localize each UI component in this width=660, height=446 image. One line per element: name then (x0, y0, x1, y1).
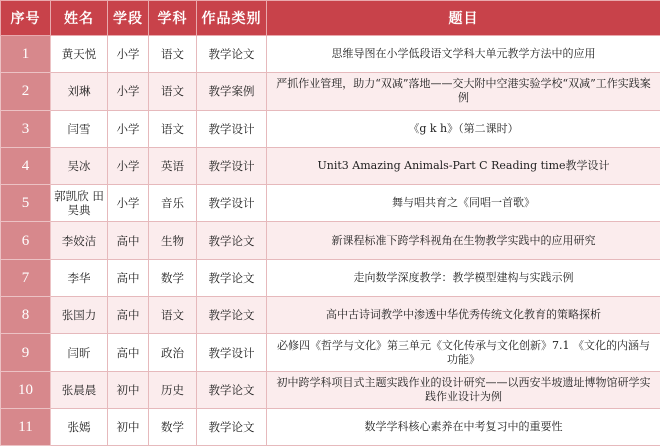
work-title: 思维导图在小学低段语文学科大单元教学方法中的应用 (267, 36, 660, 73)
table-row (1, 408, 660, 445)
school-stage: 高中 (108, 259, 149, 296)
work-title: 走向数学深度教学：教学模型建构与实践示例 (267, 259, 660, 296)
row-number: 8 (1, 297, 51, 334)
row-number: 4 (1, 147, 51, 184)
subject: 政治 (149, 334, 197, 371)
school-stage: 初中 (108, 408, 149, 445)
subject: 音乐 (149, 185, 197, 222)
header-subject: 学科 (149, 1, 197, 36)
subject: 语文 (149, 73, 197, 110)
school-stage: 小学 (108, 73, 149, 110)
table-row (1, 110, 660, 147)
work-category: 教学设计 (197, 110, 267, 147)
author-name: 闫昕 (51, 334, 108, 371)
work-category: 教学设计 (197, 147, 267, 184)
row-number: 10 (1, 371, 51, 408)
work-category: 教学设计 (197, 334, 267, 371)
school-stage: 高中 (108, 222, 149, 259)
subject: 英语 (149, 147, 197, 184)
author-name: 李华 (51, 259, 108, 296)
table-row (1, 147, 660, 184)
table-row (1, 73, 660, 110)
work-category: 教学论文 (197, 371, 267, 408)
row-number: 6 (1, 222, 51, 259)
row-number: 7 (1, 259, 51, 296)
row-number: 9 (1, 334, 51, 371)
school-stage: 高中 (108, 334, 149, 371)
table-row (1, 259, 660, 296)
work-title: 新课程标准下跨学科视角在生物教学实践中的应用研究 (267, 222, 660, 259)
author-name: 李姣洁 (51, 222, 108, 259)
subject: 语文 (149, 36, 197, 73)
work-category: 教学论文 (197, 222, 267, 259)
work-category: 教学论文 (197, 408, 267, 445)
table-row (1, 297, 660, 334)
work-category: 教学案例 (197, 73, 267, 110)
header-num: 序号 (1, 1, 51, 36)
work-title: 严抓作业管理，助力“双减”落地——交大附中空港实验学校“双减”工作实践案例 (267, 73, 660, 110)
work-title: Unit3 Amazing Animals-Part C Reading time教学设计 (267, 147, 660, 184)
row-number: 1 (1, 36, 51, 73)
subject: 语文 (149, 110, 197, 147)
work-category: 教学论文 (197, 36, 267, 73)
header-row (1, 1, 660, 36)
row-number: 11 (1, 408, 51, 445)
header-title: 题目 (267, 1, 660, 36)
header-name: 姓名 (51, 1, 108, 36)
header-stage: 学段 (108, 1, 149, 36)
school-stage: 小学 (108, 185, 149, 222)
author-name: 刘琳 (51, 73, 108, 110)
table-row (1, 371, 660, 408)
school-stage: 小学 (108, 110, 149, 147)
work-category: 教学论文 (197, 259, 267, 296)
work-title: 《g k h》（第二课时） (267, 110, 660, 147)
table-row (1, 222, 660, 259)
row-number: 2 (1, 73, 51, 110)
work-title: 必修四《哲学与文化》第三单元《文化传承与文化创新》7.1 《文化的内涵与功能》 (267, 334, 660, 371)
author-name: 郭凯欣 田昊典 (51, 185, 108, 222)
subject: 历史 (149, 371, 197, 408)
subject: 数学 (149, 408, 197, 445)
work-title: 初中跨学科项目式主题实践作业的设计研究——以西安半坡遗址博物馆研学实践作业设计为例 (267, 371, 660, 408)
subject: 语文 (149, 297, 197, 334)
school-stage: 小学 (108, 36, 149, 73)
work-title: 高中古诗词教学中渗透中华优秀传统文化教育的策略探析 (267, 297, 660, 334)
work-category: 教学设计 (197, 185, 267, 222)
table-row (1, 36, 660, 73)
author-name: 吴冰 (51, 147, 108, 184)
header-category: 作品类别 (197, 1, 267, 36)
table-row (1, 334, 660, 371)
subject: 数学 (149, 259, 197, 296)
author-name: 黄天悦 (51, 36, 108, 73)
author-name: 张嫣 (51, 408, 108, 445)
row-number: 3 (1, 110, 51, 147)
author-name: 张晨晨 (51, 371, 108, 408)
school-stage: 初中 (108, 371, 149, 408)
work-title: 舞与唱共育之《同唱一首歌》 (267, 185, 660, 222)
work-category: 教学论文 (197, 297, 267, 334)
row-number: 5 (1, 185, 51, 222)
author-name: 闫雪 (51, 110, 108, 147)
table-row (1, 185, 660, 222)
school-stage: 小学 (108, 147, 149, 184)
author-name: 张国力 (51, 297, 108, 334)
school-stage: 高中 (108, 297, 149, 334)
subject: 生物 (149, 222, 197, 259)
work-title: 数学学科核心素养在中考复习中的重要性 (267, 408, 660, 445)
